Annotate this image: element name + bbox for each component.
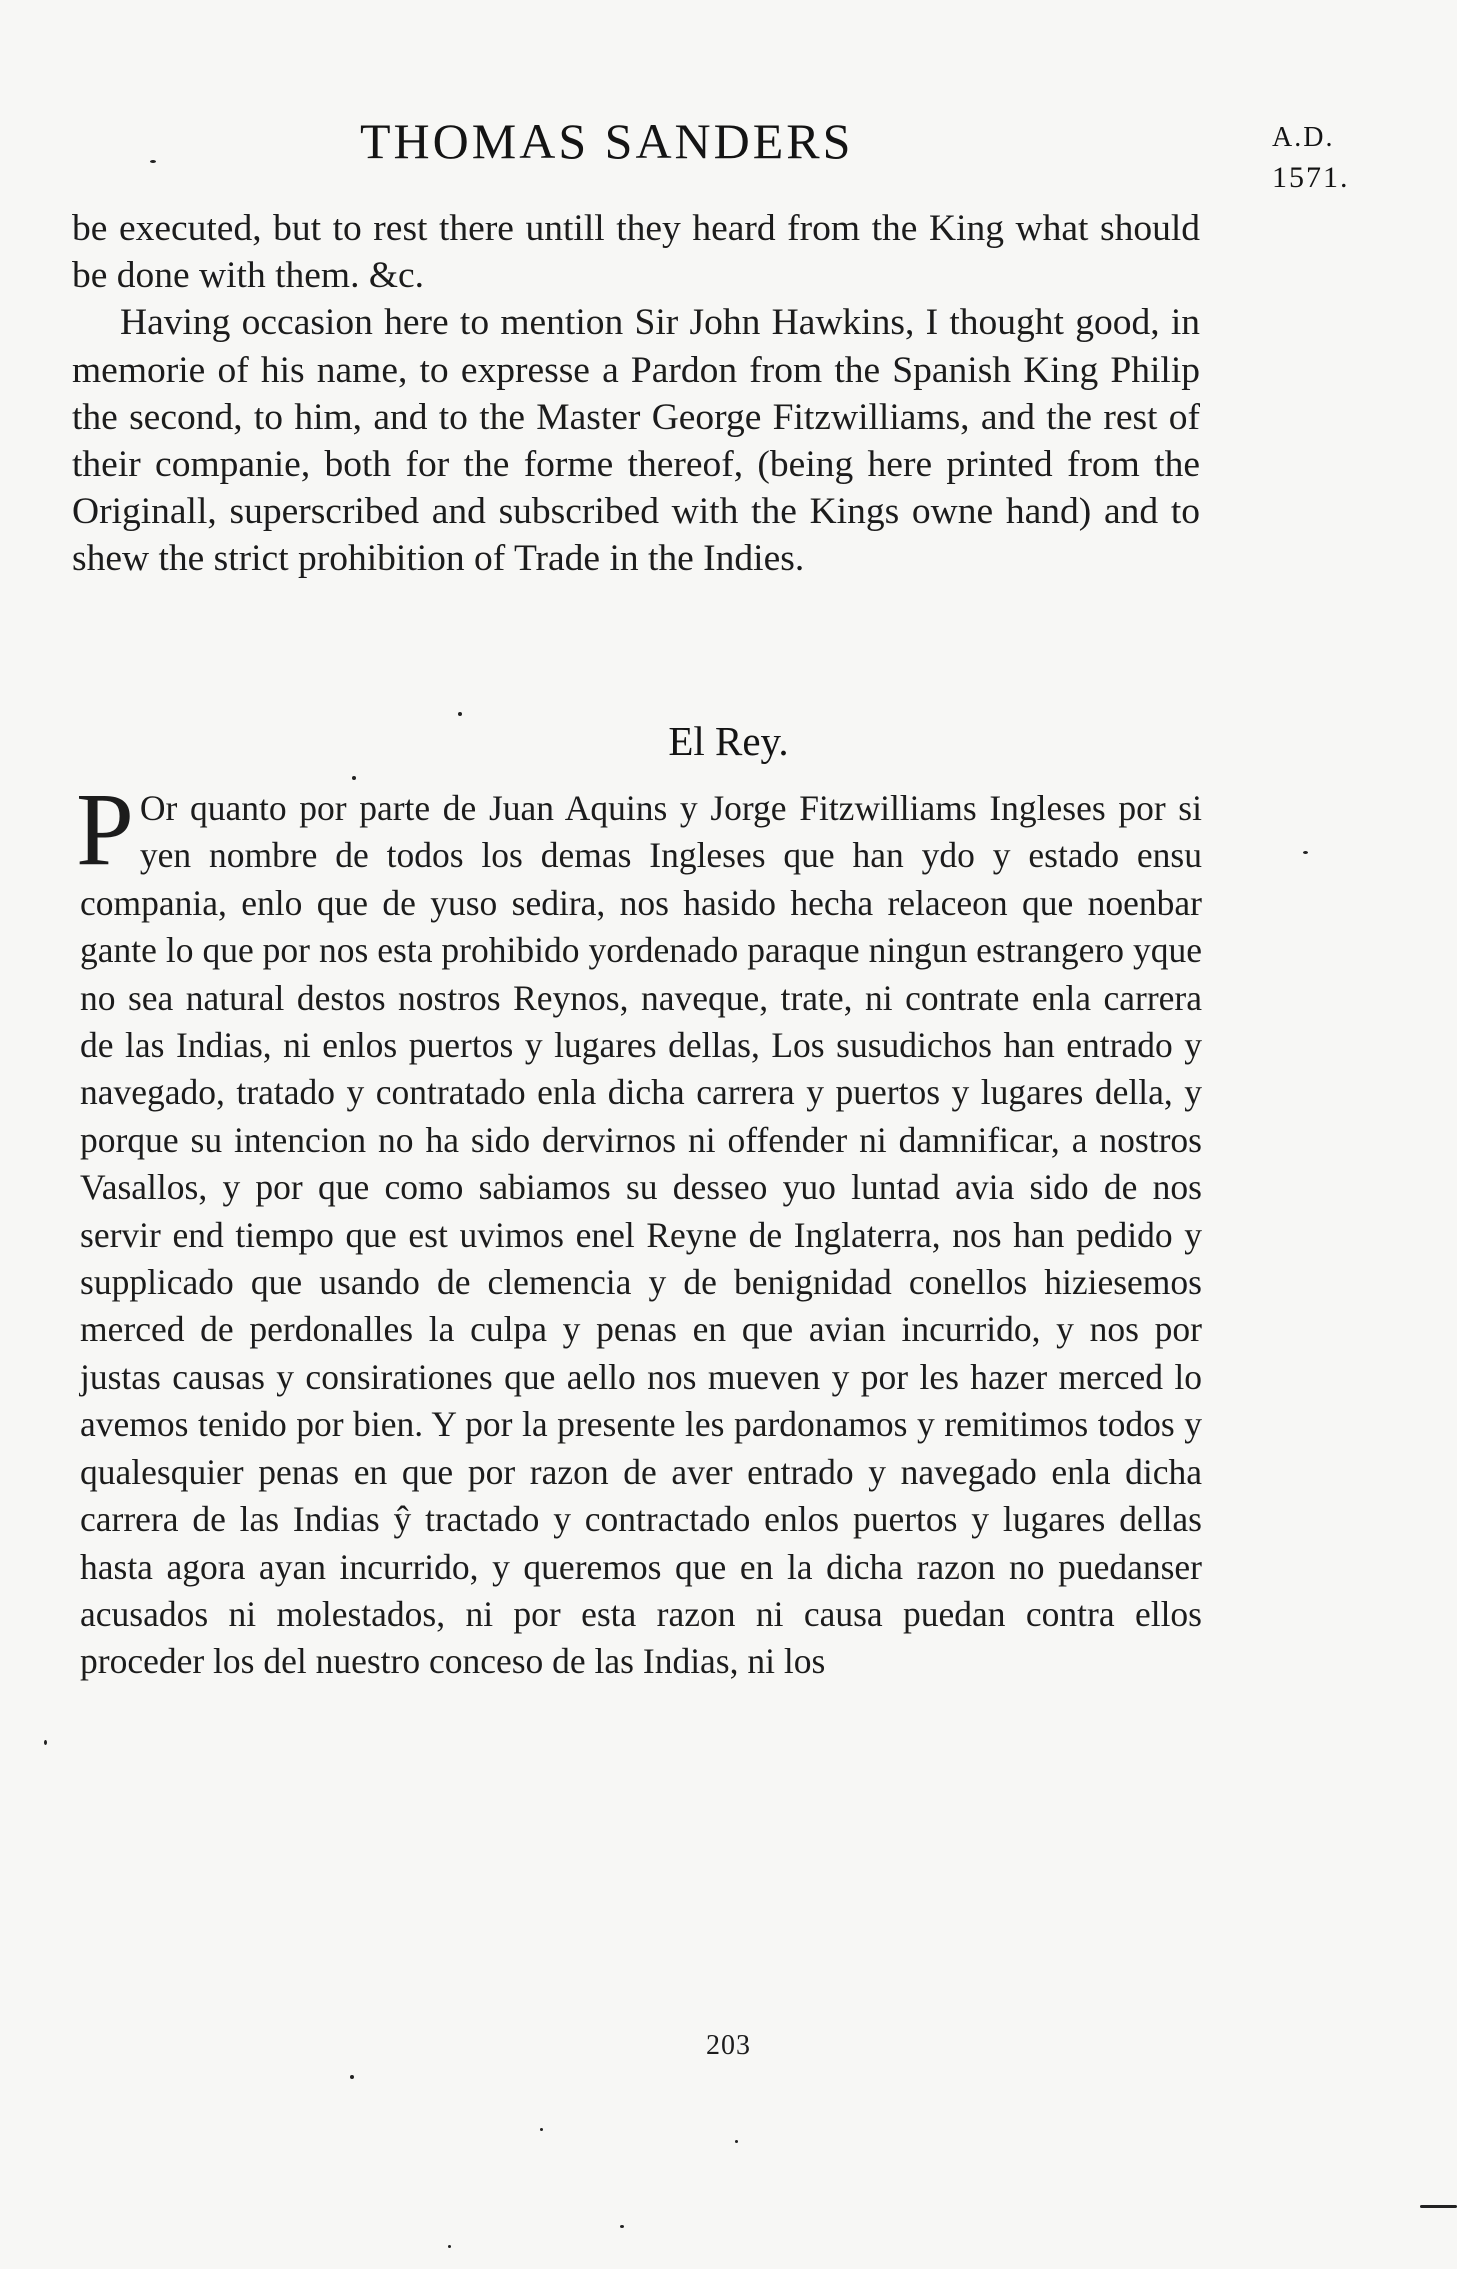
scan-speck (620, 2225, 624, 2228)
scan-speck (352, 776, 356, 780)
intro-paragraph-1: be executed, but to rest there untill they heard from the King what should be done with them. &c. (72, 208, 1200, 297)
decree-text (76, 772, 1202, 1686)
scan-speck (448, 2245, 451, 2248)
scan-speck (540, 2128, 543, 2131)
scan-speck (458, 712, 462, 716)
decree-heading: El Rey. (668, 718, 789, 764)
page-number: 203 (706, 2030, 751, 2061)
date-year: 1571. (1272, 161, 1350, 194)
date-label: A.D. (1272, 122, 1335, 153)
decree-body: Or quanto por parte de Juan Aquins y Jorge Fitzwilliams Ingleses por si yen nombre de todos los demas Ingleses que han ydo y estado ensu compania, enlo que de yuso sedira, nos hasido hecha relaceon que noenbar gante lo que por nos esta prohibido yordenado paraque ningun estrangero yque no sea natural destos nostros Reynos, naveque, trate, ni contrate enla carrera de las Indias, ni enlos puertos y lugares dellas, Los susudichos han entrado y navegado, tratado y contratado enla dicha carrera y puertos y lugares della, y porque su intencion no ha sido dervirnos ni offender ni damnificar, a nostros Vasallos, y por que como sabiamos su desseo yuo luntad avia sido de nos servir end tiempo que est uvimos enel Reyne de Inglaterra, nos han pedido y supplicado que usando de clemencia y de benignidad conellos hiziesemos merced de perdonalles la culpa y penas en que avian incurrido, y nos por justas causas y consirationes que aello nos mueven y por les hazer merced lo avemos tenido por bien. Y por la presente les pardonamos y remitimos todos y qualesquier penas en que por razon de aver entrado y navegado enla dicha carrera de las Indias ŷ tractado y contractado enlos puertos y lugares dellas hasta agora ayan incurrido, y queremos que en la dicha razon no puedanser acusados ni molestados, ni por esta razon ni causa puedan contra ellos proceder los del nuestro conceso de las Indias, ni los (80, 788, 1202, 1682)
intro-text (72, 205, 1200, 583)
scan-speck (1303, 851, 1308, 854)
scan-speck (150, 160, 156, 163)
scan-speck (1420, 2205, 1457, 2208)
drop-cap: P (76, 772, 134, 887)
scan-speck (44, 1740, 47, 1745)
intro-paragraph-2: Having occasion here to mention Sir John Hawkins, I thought good, in memorie of his name, to expresse a Pardon from the Spanish King Philip the second, to him, and to the Master George Fitzwilliams, and the rest of their companie, both for the forme thereof, (being here printed from the Originall, superscribed and subscribed with the Kings owne hand) and to shew the strict prohibition of Trade in the Indies. (72, 302, 1200, 580)
scan-speck (350, 2075, 354, 2079)
margin-date (1272, 118, 1350, 198)
running-head-title: THOMAS SANDERS (360, 113, 854, 169)
scan-speck (735, 2140, 738, 2143)
decree-paragraph (76, 772, 1202, 1686)
